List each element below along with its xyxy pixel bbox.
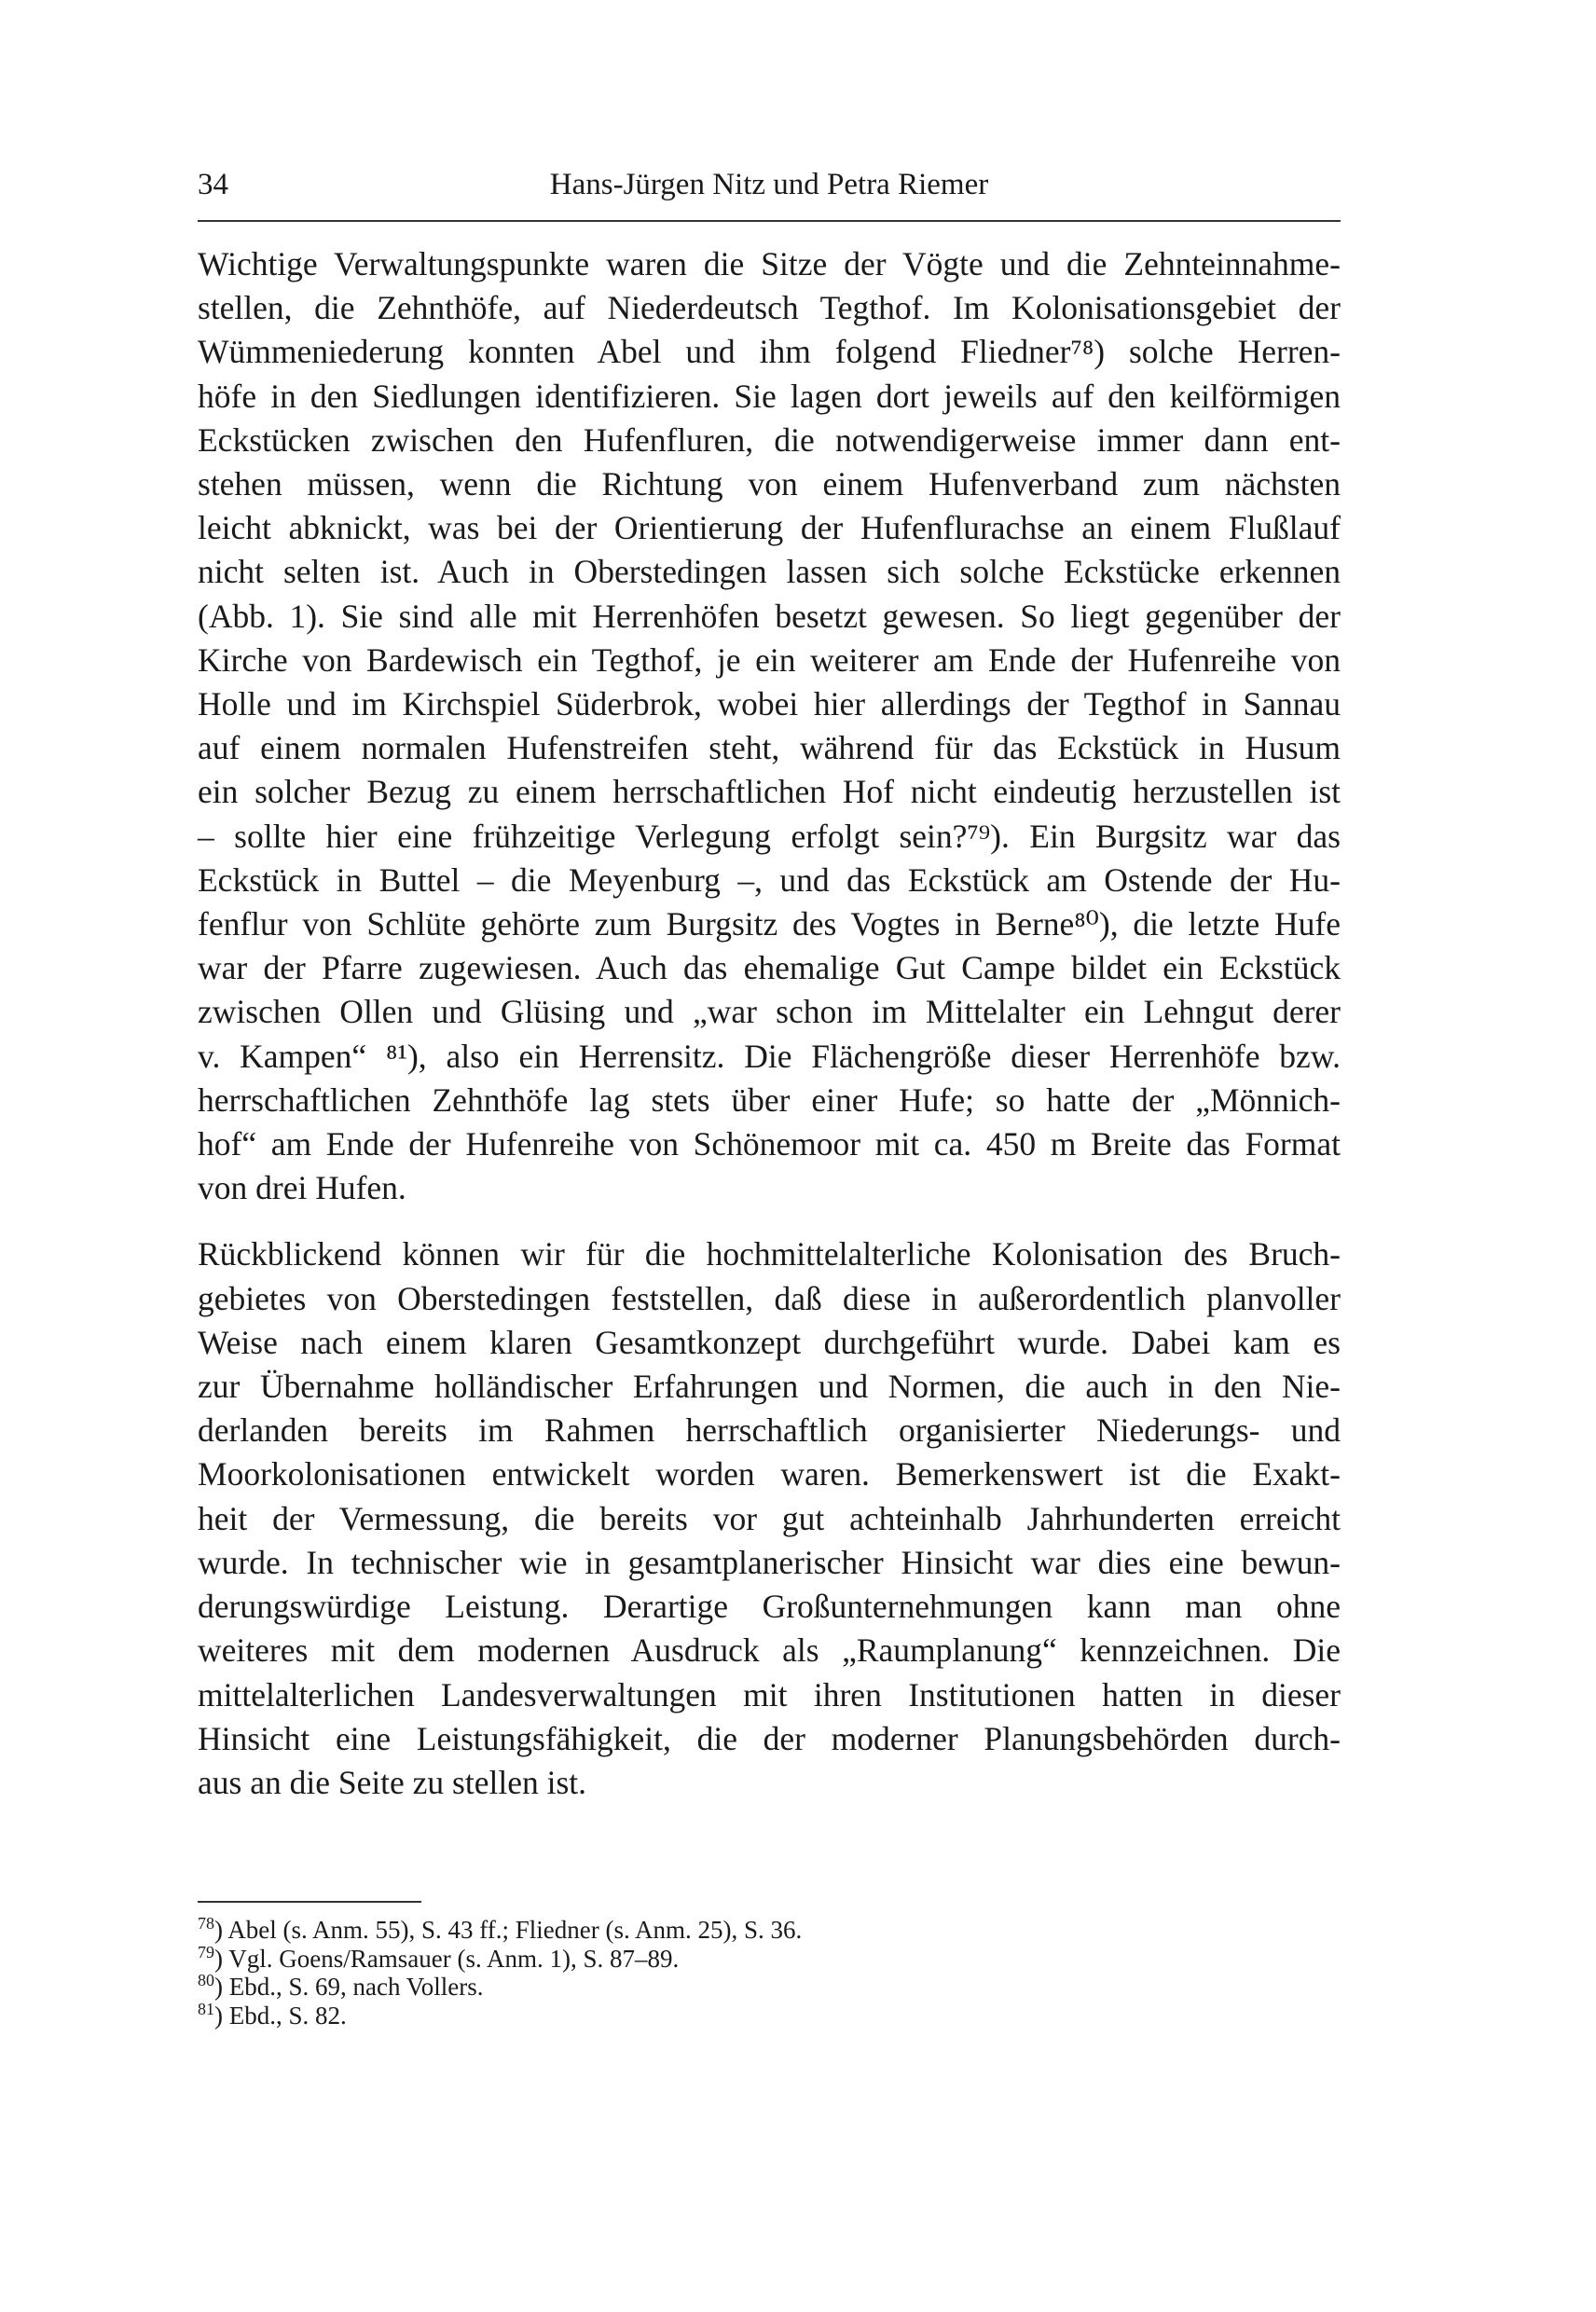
text-line: Weise nach einem klaren Gesamtkonzept durchgeführt wurde. Dabei kam es [198, 1323, 1341, 1361]
footnote-text: Ebd., S. 69, nach Vollers. [228, 1973, 484, 2001]
footnote-mark-paren: ) [214, 1916, 223, 1944]
footnote-text: Vgl. Goens/Ramsauer (s. Anm. 1), S. 87–89. [228, 1944, 680, 1973]
footnote-text: Ebd., S. 82. [228, 2001, 347, 2030]
text-line: derungswürdige Leistung. Derartige Großunternehmungen kann man ohne [198, 1588, 1341, 1626]
footnote-text: Abel (s. Anm. 55), S. 43 ff.; Fliedner (s. Anm. 25), S. 36. [227, 1916, 803, 1944]
text-line: Rückblickend können wir für die hochmittelalterliche Kolonisation des Bruch- [198, 1235, 1341, 1273]
text-line: ein solcher Bezug zu einem herrschaftlichen Hof nicht eindeutig herzustellen ist [198, 773, 1341, 811]
text-line: weiteres mit dem modernen Ausdruck als „Raumplanung“ kennzeichnen. Die [198, 1631, 1341, 1670]
footnote-mark-paren: ) [214, 1944, 223, 1973]
text-line: gebietes von Oberstedingen feststellen, daß diese in außerordentlich planvoller [198, 1279, 1341, 1317]
footnote-mark: 80 [198, 1971, 214, 1989]
text-line: stellen, die Zehnthöfe, auf Niederdeutsch Tegthof. Im Kolonisationsgebiet der [198, 289, 1341, 327]
paragraph-1 [198, 242, 1341, 1210]
body-text [198, 242, 1341, 1827]
text-line: Wümmeniederung konnten Abel und ihm folgend Fliedner⁷⁸) solche Herren- [198, 333, 1341, 371]
footnote-rule [198, 1901, 421, 1903]
text-line: (Abb. 1). Sie sind alle mit Herrenhöfen besetzt gewesen. So liegt gegenüber der [198, 597, 1341, 635]
text-line: Holle und im Kirchspiel Süderbrok, wobei hier allerdings der Tegthof in Sannau [198, 685, 1341, 723]
footnote-mark: 78 [198, 1914, 214, 1933]
text-line: wurde. In technischer wie in gesamtplanerischer Hinsicht war dies eine bewun- [198, 1543, 1341, 1581]
footnote-mark: 81 [198, 1999, 214, 2018]
text-line: leicht abknickt, was bei der Orientierung der Hufenflurachse an einem Flußlauf [198, 509, 1341, 547]
running-head [198, 168, 1341, 214]
text-line: derlanden bereits im Rahmen herrschaftlich organisierter Niederungs- und [198, 1411, 1341, 1450]
text-line: Eckstücken zwischen den Hufenfluren, die notwendigerweise immer dann ent- [198, 420, 1341, 459]
text-line: heit der Vermessung, die bereits vor gut achteinhalb Jahrhunderten erreicht [198, 1499, 1341, 1537]
text-line: Wichtige Verwaltungspunkte waren die Sitze der Vögte und die Zehnteinnahme- [198, 245, 1341, 282]
text-line: höfe in den Siedlungen identifizieren. Sie lagen dort jeweils auf den keilförmigen [198, 377, 1341, 415]
text-line: mittelalterlichen Landesverwaltungen mit ihren Institutionen hatten in dieser [198, 1675, 1341, 1713]
text-line: Kirche von Bardewisch ein Tegthof, je ein weiterer am Ende der Hufenreihe von [198, 640, 1341, 679]
running-title: Hans-Jürgen Nitz und Petra Riemer [549, 168, 989, 201]
text-line: zwischen Ollen und Glüsing und „war schon im Mittelalter ein Lehngut derer [198, 993, 1341, 1031]
text-line: stehen müssen, wenn die Richtung von einem Hufenverband zum nächsten [198, 465, 1341, 503]
text-line: – sollte hier eine frühzeitige Verlegung erfolgt sein?⁷⁹). Ein Burgsitz war das [198, 817, 1341, 855]
footnote-79 [198, 1942, 1341, 1974]
paragraph-2 [198, 1232, 1341, 1805]
text-line: herrschaftlichen Zehnthöfe lag stets über einer Hufe; so hatte der „Mönnich- [198, 1080, 1341, 1119]
text-line: von drei Hufen. [198, 1169, 406, 1207]
header-rule [198, 220, 1341, 222]
footnote-81 [198, 1999, 1341, 2030]
footnote-mark: 79 [198, 1942, 214, 1961]
footnote-78 [198, 1916, 1341, 1945]
text-line: aus an die Seite zu stellen ist. [198, 1763, 587, 1801]
text-line: hof“ am Ende der Hufenreihe von Schönemoor mit ca. 450 m Breite das Format [198, 1125, 1341, 1163]
text-line: war der Pfarre zugewiesen. Auch das ehemalige Gut Campe bildet ein Eckstück [198, 949, 1341, 987]
footnote-80 [198, 1973, 1341, 2002]
text-line: nicht selten ist. Auch in Oberstedingen lassen sich solche Eckstücke erkennen [198, 553, 1341, 591]
text-line: Hinsicht eine Leistungsfähigkeit, die der moderner Planungsbehörden durch- [198, 1719, 1341, 1757]
text-line: fenflur von Schlüte gehörte zum Burgsitz des Vogtes in Berne⁸⁰), die letzte Hufe [198, 905, 1341, 943]
text-line: v. Kampen“ ⁸¹), also ein Herrensitz. Die Flächengröße dieser Herrenhöfe bzw. [198, 1037, 1341, 1075]
footnotes [198, 1916, 1341, 2030]
text-line: auf einem normalen Hufenstreifen steht, während für das Eckstück in Husum [198, 729, 1341, 767]
page-number: 34 [198, 168, 228, 201]
footnote-mark-paren: ) [214, 2001, 223, 2030]
text-line: Eckstück in Buttel – die Meyenburg –, und das Eckstück am Ostende der Hu- [198, 860, 1341, 899]
footnote-mark-paren: ) [214, 1973, 223, 2001]
text-line: zur Übernahme holländischer Erfahrungen und Normen, die auch in den Nie- [198, 1368, 1341, 1406]
text-line: Moorkolonisationen entwickelt worden waren. Bemerkenswert ist die Exakt- [198, 1455, 1341, 1493]
